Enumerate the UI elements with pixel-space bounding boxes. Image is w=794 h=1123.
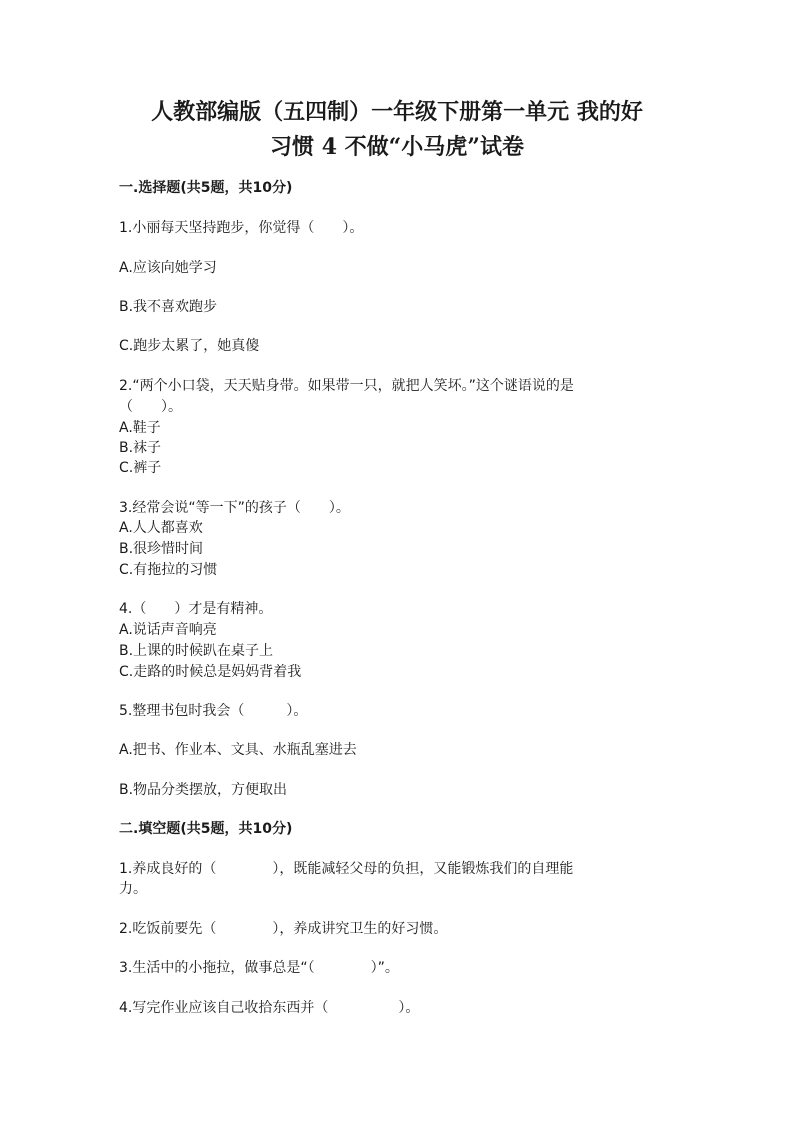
question-4-option-b: B.上课的时候趴在桌子上	[119, 643, 274, 659]
question-2-stem-line-1: 2.“两个小口袋，天天贴身带。如果带一只，就把人笑坏。”这个谜语说的是	[119, 378, 574, 394]
question-5-stem: 5.整理书包时我会（ ）。	[119, 703, 308, 719]
question-2-option-a: A.鞋子	[119, 420, 161, 436]
question-4-option-a: A.说话声音响亮	[119, 622, 217, 638]
fill-question-1-line-1: 1.养成良好的（ ），既能减轻父母的负担，又能锻炼我们的自理能	[119, 861, 574, 877]
fill-question-4: 4.写完作业应该自己收拾东西并（ ）。	[119, 1000, 420, 1016]
question-3-option-c: C.有拖拉的习惯	[119, 562, 218, 578]
question-4-option-c: C.走路的时候总是妈妈背着我	[119, 664, 302, 680]
fill-question-1-line-2: 力。	[119, 881, 147, 897]
question-1-option-b: B.我不喜欢跑步	[119, 299, 218, 315]
question-1-stem: 1.小丽每天坚持跑步，你觉得（ ）。	[119, 220, 364, 236]
question-5-option-b: B.物品分类摆放，方便取出	[119, 782, 288, 798]
question-1-option-c: C.跑步太累了，她真傻	[119, 338, 260, 354]
section-heading-fill-blank: 二.填空题(共5题，共10分)	[119, 821, 293, 837]
fill-question-2: 2.吃饭前要先（ ），养成讲究卫生的好习惯。	[119, 921, 448, 937]
question-4-stem: 4.（ ）才是有精神。	[119, 601, 273, 617]
question-2-option-c: C.裤子	[119, 460, 162, 476]
section-heading-choice: 一.选择题(共5题，共10分)	[119, 180, 293, 196]
exam-title-line-2: 习惯 4 不做“小马虎”试卷	[270, 134, 524, 160]
question-2-option-b: B.袜子	[119, 440, 162, 456]
question-1-option-a: A.应该向她学习	[119, 260, 217, 276]
question-3-option-a: A.人人都喜欢	[119, 520, 203, 536]
exam-title-line-1: 人教部编版（五四制）一年级下册第一单元 我的好	[151, 99, 643, 125]
question-5-option-a: A.把书、作业本、文具、水瓶乱塞进去	[119, 742, 357, 758]
question-3-option-b: B.很珍惜时间	[119, 541, 204, 557]
question-3-stem: 3.经常会说“等一下”的孩子（ ）。	[119, 500, 350, 516]
fill-question-3: 3.生活中的小拖拉，做事总是“（ ）”。	[119, 960, 399, 976]
question-2-stem-line-2: （ ）。	[119, 399, 182, 415]
